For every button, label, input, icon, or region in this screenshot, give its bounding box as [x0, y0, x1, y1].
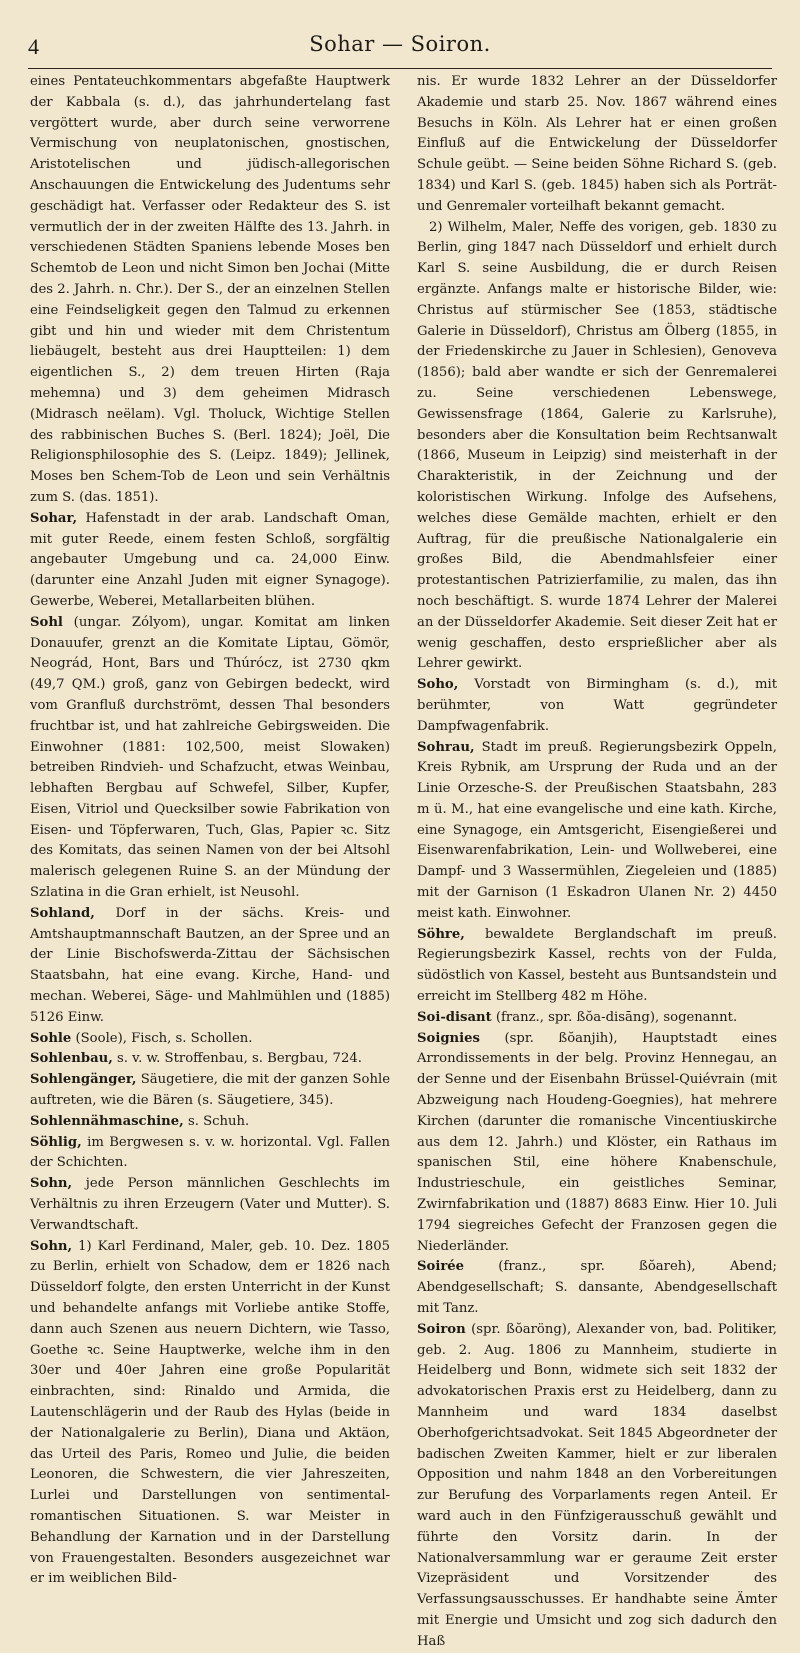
entry-text: Hafenstadt in der arab. Landschaft Oman, mit guter Reede, einem festen Schloß, sorgfältig angebauter Umgebung und ca. 24,000 Einw. (darunter eine Anzahl Juden mit eigner Synagoge). Gewerbe, Weberei, Metallarbeiten blühen. [30, 510, 390, 609]
entry-headword: Soignies [417, 1030, 480, 1046]
entry-headword: Sohlengänger, [30, 1072, 137, 1088]
entry-text: bewaldete Berglandschaft im preuß. Regierungsbezirk Kassel, rechts von der Fulda, südöstlich von Kassel, besteht aus Buntsandstein und erreicht im Stellberg 482 m Höhe. [417, 926, 777, 1005]
entry-paragraph [30, 1133, 390, 1175]
entry-paragraph [417, 675, 777, 737]
entry-paragraph [30, 1029, 390, 1050]
entry-paragraph [30, 613, 390, 904]
entry-paragraph [30, 904, 390, 1029]
entry-paragraph [417, 218, 777, 676]
entry-paragraph [30, 1049, 390, 1070]
entry-paragraph [417, 1029, 777, 1258]
entry-headword: Sohar, [30, 510, 78, 526]
entry-paragraph [417, 1008, 777, 1029]
left-column [30, 72, 390, 1590]
running-title: Sohar — Soiron. [309, 32, 491, 56]
entry-paragraph [30, 509, 390, 613]
entry-paragraph [30, 1112, 390, 1133]
entry-text: (ungar. Zólyom), ungar. Komitat am linken Donauufer, grenzt an die Komitate Liptau, Gömör, Neográd, Hont, Bars und Thúrócz, ist 2730 qkm (49,7 QM.) groß, ganz von Gebirgen bedeckt, wird vom Granfluß durchströmt, dessen Thal besonders fruchtbar ist, und hat zahlreiche Gebirgsweiden. Die Einwohner (1881: 102,500, meist Slowaken) betreiben Rindvieh- und Schafzucht, etwas Weinbau, lebhaften Bergbau auf Schwefel, Silber, Kupfer, Eisen, Vitriol und Quecksilber sowie Fabrikation von Eisen- und Töpferwaren, Tuch, Glas, Papier ꝛc. Sitz des Komitats, das seinen Namen von der bei Altsohl malerisch gelegenen Ruine S. an der Mündung der Szlatina in die Gran erhielt, ist Neusohl. [30, 614, 390, 901]
entry-text: eines Pentateuchkommentars abgefaßte Hauptwerk der Kabbala (s. d.), das jahrhundertelang fast vergöttert wurde, aber durch seine verworrene Vermischung von neuplatonischen, gnostischen, Aristotelischen und jüdisch-allegorischen Anschauungen die Entwickelung des Judentums sehr geschädigt hat. Verfasser oder Redakteur des S. ist vermutlich der in der zweiten Hälfte des 13. Jahrh. in verschiedenen Städten Spaniens lebende Moses ben Schemtob de Leon und nicht Simon ben Jochai (Mitte des 2. Jahrh. n. Chr.). Der S., der an einzelnen Stellen eine Feindseligkeit gegen den Talmud zu erkennen gibt und hin und wieder mit dem Christentum liebäugelt, besteht aus drei Hauptteilen: 1) dem eigentlichen S., 2) dem treuen Hirten (Raja mehemna) und 3) dem geheimen Midrasch (Midrasch neëlam). Vgl. Tholuck, Wichtige Stellen des rabbinischen Buches S. (Berl. 1824); Joël, Die Religionsphilosophie des S. (Leipz. 1849); Jellinek, Moses ben Schem-Tob de Leon und sein Verhältnis zum S. (das. 1851). [30, 74, 390, 505]
entry-text: s. Schuh. [183, 1113, 250, 1129]
entry-headword: Sohn, [30, 1238, 73, 1254]
entry-paragraph [417, 1320, 777, 1653]
entry-text: nis. Er wurde 1832 Lehrer an der Düsseldorfer Akademie und starb 25. Nov. 1867 während eines Besuchs in Köln. Als Lehrer hat er einen großen Einfluß auf die Entwickelung der Düsseldorfer Schule geübt. — Seine beiden Söhne Richard S. (geb. 1834) und Karl S. (geb. 1845) haben sich als Porträt- und Genremaler vorteilhaft bekannt gemacht. [417, 74, 777, 214]
header-rule [28, 68, 772, 69]
entry-paragraph [417, 1257, 777, 1319]
entry-text: Dorf in der sächs. Kreis- und Amtshauptmannschaft Bautzen, an der Spree und an der Linie Bischofswerda-Zittau der Sächsischen Staatsbahn, hat eine evang. Kirche, Hand- und mechan. Weberei, Säge- und Mahlmühlen und (1885) 5126 Einw. [30, 905, 390, 1025]
entry-headword: Sohrau, [417, 739, 475, 755]
entry-text: 2) Wilhelm, Maler, Neffe des vorigen, geb. 1830 zu Berlin, ging 1847 nach Düsseldorf und erhielt durch Karl S. seine Ausbildung, die er durch Reisen ergänzte. Anfangs malte er historische Bilder, wie: Christus auf stürmischer See (1853, städtische Galerie in Düsseldorf), Christus am Ölberg (1855, in der Friedenskirche zu Jauer in Schlesien), Genoveva (1856); bald aber wandte er sich der Genremalerei zu. Seine verschiedenen Lebenswege, Gewissensfrage (1864, Galerie zu Karlsruhe), besonders aber die Konsultation beim Rechtsanwalt (1866, Museum in Leipzig) sind meisterhaft in der Charakteristik, in der Zeichnung und der koloristischen Wirkung. Infolge des Aufsehens, welches diese Gemälde machten, erhielt er den Auftrag, für die preußische Nationalgalerie ein großes Bild, die Abendmahlsfeier einer protestantischen Patrizierfamilie, zu malen, das ihn noch beschäftigt. S. wurde 1874 Lehrer der Malerei an der Düsseldorfer Akademie. Seit dieser Zeit hat er wenig geschaffen, desto ersprießlicher aber als Lehrer gewirkt. [417, 219, 777, 672]
entry-headword: Söhlig, [30, 1134, 82, 1150]
entry-headword: Soi-disant [417, 1009, 492, 1025]
entry-text: (spr. ßŏanjih), Hauptstadt eines Arrondissements in der belg. Provinz Hennegau, an der Senne und der Eisenbahn Brüssel-Quiévrain (mit Abzweigung nach Houdeng-Goegnies), hat mehrere Kirchen (darunter die romanische Vincentiuskirche aus dem 12. Jahrh.) und Klöster, ein Rathaus im spanischen Stil, eine höhere Knabenschule, Industrieschule, ein geistliches Seminar, Zwirnfabrikation und (1887) 8683 Einw. Hier 10. Juli 1794 siegreiches Gefecht der Franzosen gegen die Niederländer. [417, 1030, 777, 1254]
entry-headword: Sohlennähmaschine, [30, 1113, 184, 1129]
entry-text: jede Person männlichen Geschlechts im Verhältnis zu ihren Erzeugern (Vater und Mutter). S. Verwandtschaft. [30, 1176, 390, 1233]
entry-headword: Sohl [30, 614, 63, 630]
entry-headword: Sohn, [30, 1176, 73, 1192]
entry-text: (franz., spr. ßŏa-disāng), sogenannt. [491, 1009, 738, 1025]
page-number: 4 [28, 34, 39, 59]
entry-headword: Sohlenbau, [30, 1051, 113, 1067]
entry-text: Säugetiere, die mit der ganzen Sohle auftreten, wie die Bären (s. Säugetiere, 345). [30, 1072, 390, 1109]
entry-text: 1) Karl Ferdinand, Maler, geb. 10. Dez. 1805 zu Berlin, erhielt von Schadow, dem er 1826 nach Düsseldorf folgte, den ersten Unterricht in der Kunst und behandelte anfangs mit Vorliebe antike Stoffe, dann auch Szenen aus neuern Dichtern, wie Tasso, Goethe ꝛc. Seine Hauptwerke, welche ihm in den 30er und 40er Jahren eine große Popularität einbrachten, sind: Rinaldo und Armida, die Lautenschlägerin und der Raub des Hylas (beide in der Nationalgalerie zu Berlin), Diana und Aktäon, das Urteil des Paris, Romeo und Julie, die beiden Leonoren, die Schwestern, die vier Jahreszeiten, Lurlei und Darstellungen von sentimental-romantischen Situationen. S. war Meister in Behandlung der Karnation und in der Darstellung von Frauengestalten. Besonders ausgezeichnet war er im weiblichen Bild- [30, 1238, 390, 1587]
entry-text: im Bergwesen s. v. w. horizontal. Vgl. Fallen der Schichten. [30, 1134, 390, 1171]
entry-paragraph [30, 1237, 390, 1591]
right-column [417, 72, 777, 1653]
entry-text: (spr. ßŏaröng), Alexander von, bad. Politiker, geb. 2. Aug. 1806 zu Mannheim, studierte in Heidelberg und Bonn, widmete sich seit 1832 der advokatorischen Praxis erst zu Heidelberg, dann zu Mannheim und ward 1834 daselbst Oberhofgerichtsadvokat. Seit 1845 Abgeordneter der badischen Zweiten Kammer, hielt er zur liberalen Opposition und nahm 1848 an den Vorbereitungen zur Berufung des Vorparlaments regen Anteil. Er ward auch in den Fünfzigerausschuß gewählt und führte den Vorsitz darin. In der Nationalversammlung war er geraume Zeit erster Vizepräsident und Vorsitzender des Verfassungsausschusses. Er handhabte seine Ämter mit Energie und Umsicht und zog sich dadurch den Haß [417, 1321, 777, 1649]
entry-text: (Soole), Fisch, s. Schollen. [71, 1030, 253, 1046]
entry-paragraph [417, 72, 777, 218]
entry-headword: Soho, [417, 677, 459, 693]
entry-paragraph [30, 1174, 390, 1236]
entry-text: s. v. w. Stroffenbau, s. Bergbau, 724. [112, 1051, 362, 1067]
entry-headword: Soirée [417, 1259, 465, 1275]
entry-headword: Soiron [417, 1321, 466, 1337]
entry-text: (franz., spr. ßŏareh), Abend; Abendgesellschaft; S. dansante, Abendgesellschaft mit Tanz. [417, 1259, 777, 1317]
page-header [28, 30, 772, 64]
entry-headword: Sohland, [30, 905, 95, 921]
entry-headword: Sohle [30, 1030, 72, 1046]
entry-paragraph [417, 925, 777, 1008]
entry-paragraph [30, 72, 390, 509]
entry-paragraph [417, 738, 777, 925]
entry-paragraph [30, 1070, 390, 1112]
entry-headword: Söhre, [417, 926, 465, 942]
entry-text: Stadt im preuß. Regierungsbezirk Oppeln, Kreis Rybnik, am Ursprung der Ruda und an der Linie Orzesche-S. der Preußischen Staatsbahn, 283 m ü. M., hat eine evangelische und eine kath. Kirche, eine Synagoge, ein Amtsgericht, Eisengießerei und Eisenwarenfabrikation, Lein- und Wollweberei, eine Dampf- und 3 Wassermühlen, Ziegeleien und (1885) mit der Garnison (1 Eskadron Ulanen Nr. 2) 4450 meist kath. Einwohner. [417, 739, 777, 921]
entry-text: Vorstadt von Birmingham (s. d.), mit berühmter, von Watt gegründeter Dampfwagenfabrik. [417, 677, 777, 734]
